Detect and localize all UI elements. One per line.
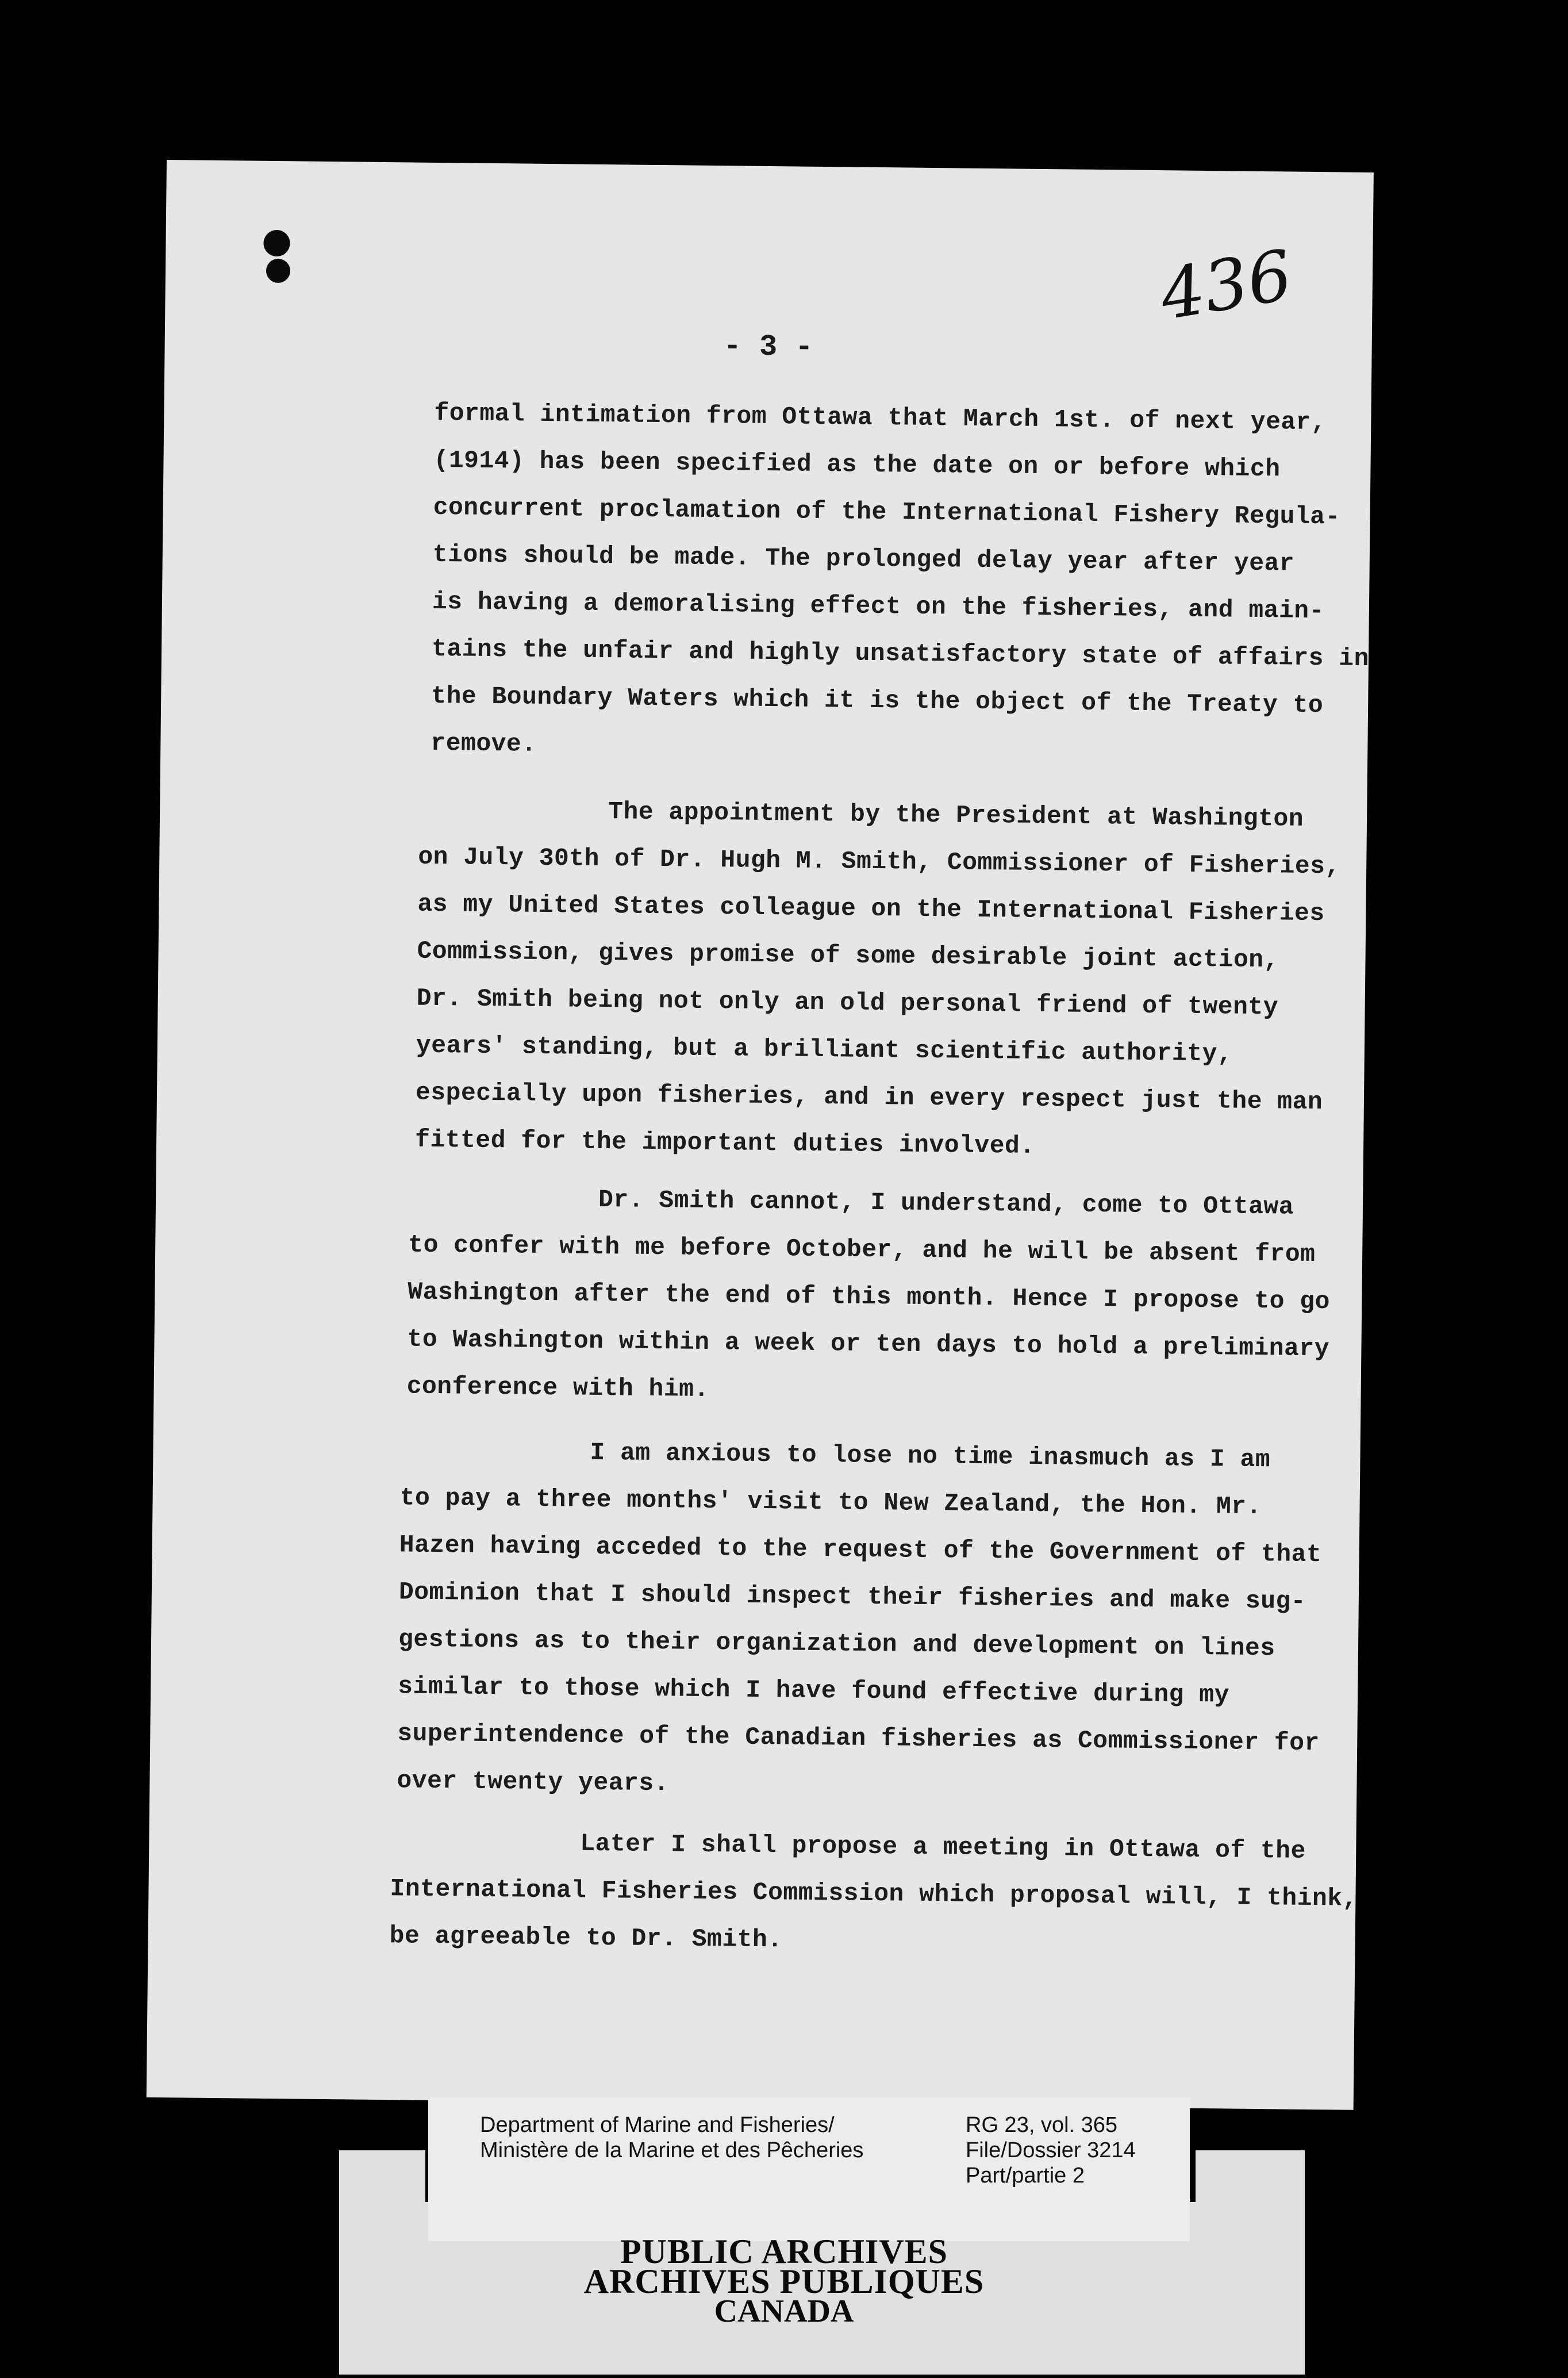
stamp-line-3: CANADA (714, 2293, 854, 2329)
text-line: to Washington within a week or ten days to hold a preliminary (407, 1325, 1330, 1363)
document-page (147, 160, 1374, 2110)
text-line: The appointment by the President at Washington (608, 797, 1304, 833)
text-line: Dominion that I should inspect their fisheries and make sug- (398, 1578, 1306, 1616)
stamp-line-2: ARCHIVES PUBLIQUES (583, 2262, 985, 2300)
text-line: superintendence of the Canadian fisheries as Commissioner for (397, 1719, 1320, 1758)
stamp-line-1: PUBLIC ARCHIVES (620, 2233, 948, 2270)
text-line: Washington after the end of this month. Hence I propose to go (408, 1278, 1331, 1316)
text-line: Later I shall propose a meeting in Ottawa of the (580, 1829, 1306, 1865)
text-line: on July 30th of Dr. Hugh M. Smith, Commissioner of Fisheries, (418, 842, 1341, 881)
text-line: (1914) has been specified as the date on or before which (433, 446, 1281, 484)
text-line: is having a demoralising effect on the fisheries, and main- (432, 587, 1325, 626)
text-line: gestions as to their organization and development on lines (398, 1625, 1275, 1663)
text-line: tains the unfair and highly unsatisfactory state of affairs in (431, 634, 1370, 673)
punch-hole (263, 230, 290, 256)
archive-reference (966, 2112, 1136, 2188)
stamp-background (1196, 2150, 1305, 2208)
text-line: be agreeable to Dr. Smith. (389, 1921, 783, 1954)
text-line: to confer with me before October, and he will be absent from (408, 1230, 1316, 1269)
public-archives-stamp (0, 2233, 1568, 2329)
part-number: Part/partie 2 (966, 2164, 1085, 2188)
paragraph-4 (397, 1427, 1322, 1813)
stamp-background (339, 2150, 425, 2208)
text-line: tions should be made. The prolonged delay year after year (432, 540, 1295, 578)
department-name-fr: Ministère de la Marine et des Pêcheries (480, 2138, 864, 2162)
text-line: Hazen having acceded to the request of the Government of that (399, 1531, 1322, 1569)
text-line: conference with him. (406, 1372, 710, 1403)
department-name-en: Department of Marine and Fisheries/ (480, 2113, 835, 2137)
paragraph-5 (389, 1818, 1358, 1969)
text-line: as my United States colleague on the International Fisheries (417, 889, 1325, 928)
text-line: to pay a three months' visit to New Zealand, the Hon. Mr. (399, 1483, 1262, 1521)
text-line: Commission, gives promise of some desirable joint action, (417, 937, 1279, 975)
text-line: remove. (431, 728, 537, 758)
text-line: I am anxious to lose no time inasmuch as I am (590, 1438, 1271, 1474)
text-line: fitted for the important duties involved. (414, 1125, 1035, 1160)
text-line: concurrent proclamation of the International Fishery Regula- (433, 493, 1341, 531)
archive-reference-label (428, 2097, 1190, 2241)
text-line: especially upon fisheries, and in every respect just the man (415, 1078, 1323, 1117)
text-line: Dr. Smith cannot, I understand, come to Ottawa (598, 1185, 1294, 1221)
text-line: the Boundary Waters which it is the object of the Treaty to (431, 681, 1324, 720)
text-line: formal intimation from Ottawa that March 1st. of next year, (434, 398, 1327, 437)
punch-hole (266, 259, 290, 283)
text-line: years' standing, but a brilliant scientific authority, (416, 1031, 1233, 1068)
paragraph-2 (414, 787, 1341, 1173)
department-names (480, 2112, 863, 2163)
page-number: - 3 - (723, 329, 813, 365)
record-group: RG 23, vol. 365 (966, 2113, 1118, 2137)
handwritten-folio-number: 436 (1154, 235, 1298, 336)
paragraph-1 (431, 390, 1370, 776)
text-line: similar to those which I have found effective during my (397, 1672, 1230, 1709)
text-line: Dr. Smith being not only an old personal friend of twenty (416, 984, 1279, 1022)
text-line: over twenty years. (397, 1766, 670, 1798)
text-line: International Fisheries Commission which proposal will, I think, (390, 1874, 1358, 1913)
file-number: File/Dossier 3214 (966, 2138, 1136, 2162)
paragraph-3 (406, 1175, 1331, 1420)
